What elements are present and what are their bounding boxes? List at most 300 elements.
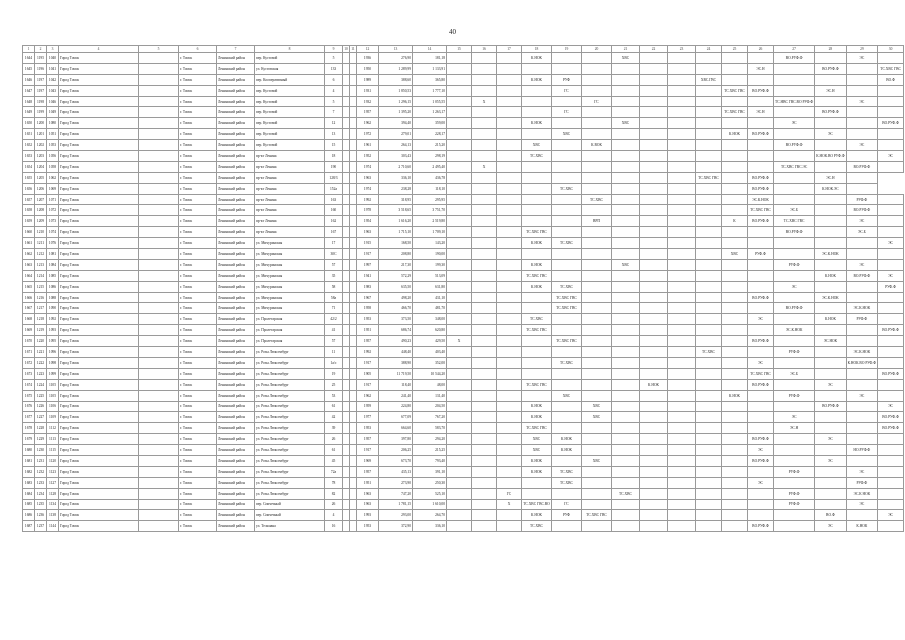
table-cell: 1651 — [23, 129, 35, 140]
table-cell — [815, 423, 846, 434]
table-cell — [582, 151, 612, 162]
table-cell — [696, 107, 722, 118]
table-cell — [748, 510, 774, 521]
column-header: 28 — [815, 46, 846, 53]
table-cell — [447, 390, 472, 401]
table-cell — [472, 259, 497, 270]
table-cell: г. Томск — [179, 314, 217, 325]
table-cell — [552, 423, 582, 434]
table-cell: 13 — [325, 129, 343, 140]
table-cell: 1917 — [357, 357, 379, 368]
table-cell — [343, 140, 350, 151]
table-cell — [846, 63, 877, 74]
table-cell — [878, 347, 904, 358]
table-cell — [612, 412, 640, 423]
table-cell: 1672 — [23, 357, 35, 368]
table-cell — [640, 445, 668, 456]
table-cell — [522, 249, 552, 260]
table-cell — [612, 107, 640, 118]
table-cell — [612, 281, 640, 292]
table-cell: 224,80 — [379, 401, 413, 412]
table-cell — [668, 118, 696, 129]
table-cell: г. Томск — [179, 53, 217, 64]
table-cell — [668, 357, 696, 368]
table-cell: ТС.ХВС ГВС — [582, 510, 612, 521]
table-cell — [582, 259, 612, 270]
table-cell: г. Томск — [179, 303, 217, 314]
table-cell — [748, 412, 774, 423]
table-cell: 1123 — [47, 466, 59, 477]
table-cell — [612, 455, 640, 466]
table-cell: 336,10 — [379, 172, 413, 183]
table-row — [23, 488, 904, 499]
table-cell: 17 — [325, 238, 343, 249]
table-cell: 793,40 — [413, 455, 447, 466]
table-cell — [878, 161, 904, 172]
table-cell: РУФ.Ф — [748, 249, 774, 260]
table-cell: ЭС — [748, 477, 774, 488]
table-cell: пр-кт Ленина — [255, 216, 325, 227]
table-cell — [472, 292, 497, 303]
table-cell: 1120 — [47, 455, 59, 466]
table-cell: 2 495,40 — [413, 161, 447, 172]
table-row — [23, 412, 904, 423]
table-cell — [497, 151, 522, 162]
table-cell: ВО.РУФ.Ф — [815, 401, 846, 412]
table-cell: Ленинский район — [217, 53, 255, 64]
table-cell — [846, 379, 877, 390]
table-cell: Ленинский район — [217, 205, 255, 216]
table-cell — [350, 303, 357, 314]
table-cell — [612, 129, 640, 140]
table-cell — [343, 216, 350, 227]
table-cell: 1649 — [23, 107, 35, 118]
table-cell: Ленинский район — [217, 325, 255, 336]
table-cell — [472, 445, 497, 456]
table-cell — [612, 161, 640, 172]
table-cell: ул. Мичуринская — [255, 238, 325, 249]
table-cell — [497, 129, 522, 140]
table-cell — [668, 292, 696, 303]
table-cell: 1232 — [35, 466, 47, 477]
table-cell: Город Томск — [59, 357, 139, 368]
table-cell — [522, 172, 552, 183]
table-cell: 673,70 — [379, 455, 413, 466]
table-cell: 1231 — [35, 455, 47, 466]
table-cell: ЭС.Н — [815, 85, 846, 96]
table-row — [23, 238, 904, 249]
table-row — [23, 379, 904, 390]
table-cell: 1974 — [357, 183, 379, 194]
table-cell: 1963 — [357, 488, 379, 499]
table-cell — [612, 314, 640, 325]
table-cell: 1092 — [47, 314, 59, 325]
table-cell: Город Томск — [59, 412, 139, 423]
table-cell: г. Томск — [179, 347, 217, 358]
table-cell — [350, 161, 357, 172]
table-cell — [139, 455, 179, 466]
column-header: 16 — [472, 46, 497, 53]
table-cell — [497, 412, 522, 423]
table-cell: Ленинский район — [217, 63, 255, 74]
table-cell — [472, 281, 497, 292]
table-cell: 118,40 — [379, 379, 413, 390]
table-cell — [350, 205, 357, 216]
table-cell: 1099 — [47, 368, 59, 379]
table-cell: 1074 — [47, 227, 59, 238]
table-cell — [139, 53, 179, 64]
table-cell: Город Томск — [59, 488, 139, 499]
table-cell: 1915 — [357, 238, 379, 249]
table-cell: ХВС — [582, 401, 612, 412]
table-cell: Город Томск — [59, 455, 139, 466]
table-cell — [668, 227, 696, 238]
table-cell — [774, 74, 815, 85]
table-cell — [748, 74, 774, 85]
table-row — [23, 303, 904, 314]
table-cell — [878, 129, 904, 140]
table-cell: ВО.РУФ.Ф — [878, 423, 904, 434]
table-cell: 1961 — [357, 140, 379, 151]
table-cell: 365,80 — [413, 74, 447, 85]
table-cell — [497, 336, 522, 347]
table-cell: 279,01 — [379, 129, 413, 140]
table-cell — [722, 521, 748, 532]
table-cell: ТС.ХВС ГВС — [748, 205, 774, 216]
table-cell: 391,10 — [413, 466, 447, 477]
table-cell: ТС.ХВС ГВС — [722, 85, 748, 96]
table-cell — [472, 510, 497, 521]
table-cell — [139, 390, 179, 401]
table-cell: Ленинский район — [217, 357, 255, 368]
table-cell: 1220 — [35, 336, 47, 347]
table-cell — [139, 281, 179, 292]
table-cell — [447, 510, 472, 521]
table-cell: ВО.РУФ.Ф — [774, 227, 815, 238]
table-cell: 1665 — [23, 281, 35, 292]
table-cell — [447, 259, 472, 270]
table-cell — [846, 510, 877, 521]
table-cell — [139, 303, 179, 314]
table-cell: Город Томск — [59, 423, 139, 434]
table-cell: Город Томск — [59, 249, 139, 260]
table-cell — [343, 412, 350, 423]
table-cell: пер. Спичечный — [255, 499, 325, 510]
table-cell: ВО.РУФ.Ф — [815, 63, 846, 74]
table-cell — [447, 488, 472, 499]
table-cell — [472, 194, 497, 205]
table-cell: 1669 — [23, 325, 35, 336]
table-cell — [696, 118, 722, 129]
table-row — [23, 96, 904, 107]
table-row — [23, 510, 904, 521]
table-cell — [878, 85, 904, 96]
table-cell — [640, 53, 668, 64]
table-cell: 1226 — [35, 401, 47, 412]
table-cell — [722, 140, 748, 151]
table-cell — [612, 74, 640, 85]
table-row — [23, 140, 904, 151]
table-cell — [343, 445, 350, 456]
table-cell: 620,80 — [413, 325, 447, 336]
table-cell: ТС.НВС ГВС.ВО РУФ.Ф — [774, 96, 815, 107]
table-cell: г. Томск — [179, 96, 217, 107]
table-cell — [722, 161, 748, 172]
table-cell: Город Томск — [59, 140, 139, 151]
table-cell — [350, 194, 357, 205]
table-cell: 1670 — [23, 336, 35, 347]
table-cell — [447, 107, 472, 118]
table-cell: К.НОК — [522, 281, 552, 292]
table-cell — [640, 107, 668, 118]
table-cell — [582, 161, 612, 172]
table-cell: 250,30 — [413, 477, 447, 488]
table-cell: Ленинский район — [217, 510, 255, 521]
table-cell: 181,18 — [413, 53, 447, 64]
table-row — [23, 53, 904, 64]
table-cell — [640, 238, 668, 249]
table-cell: Город Томск — [59, 477, 139, 488]
table-cell — [612, 510, 640, 521]
table-cell: ТС.ХВС — [522, 314, 552, 325]
table-cell — [668, 216, 696, 227]
column-header: 5 — [139, 46, 179, 53]
table-cell — [582, 379, 612, 390]
table-cell — [350, 107, 357, 118]
table-cell: К.НОК — [522, 510, 552, 521]
table-cell — [139, 107, 179, 118]
table-cell — [522, 63, 552, 74]
table-cell — [497, 216, 522, 227]
table-cell: РУФ.Ф — [878, 281, 904, 292]
table-cell: ЭС — [846, 499, 877, 510]
table-cell: ТС.ХВС — [552, 183, 582, 194]
table-cell: ХВС — [612, 118, 640, 129]
table-cell: ТС.ХВС ГВС — [522, 423, 552, 434]
table-cell: пер. Кустовой — [255, 140, 325, 151]
table-cell — [552, 455, 582, 466]
table-cell — [472, 270, 497, 281]
table-cell: Город Томск — [59, 259, 139, 270]
table-cell: ВО.Ф — [878, 74, 904, 85]
table-cell: РУФ — [552, 74, 582, 85]
table-cell — [447, 249, 472, 260]
table-cell — [522, 357, 552, 368]
table-cell — [139, 445, 179, 456]
table-cell: Ленинский район — [217, 445, 255, 456]
table-cell — [722, 336, 748, 347]
table-cell: 1917 — [357, 249, 379, 260]
column-header: 18 — [522, 46, 552, 53]
table-cell — [815, 445, 846, 456]
table-cell: 1235 — [35, 499, 47, 510]
table-cell — [552, 325, 582, 336]
table-cell — [722, 314, 748, 325]
column-header: 6 — [179, 46, 217, 53]
table-cell — [472, 118, 497, 129]
table-cell — [815, 194, 846, 205]
table-cell: пер. Спичечный — [255, 510, 325, 521]
table-cell — [815, 488, 846, 499]
table-cell — [350, 434, 357, 445]
table-cell — [612, 172, 640, 183]
table-cell — [447, 466, 472, 477]
table-cell — [343, 151, 350, 162]
table-cell: 1197 — [35, 85, 47, 96]
table-cell — [815, 499, 846, 510]
table-cell: 1218 — [35, 314, 47, 325]
table-cell: 71 — [325, 303, 343, 314]
table-cell — [668, 510, 696, 521]
table-cell: 1 055,55 — [413, 96, 447, 107]
table-cell — [774, 129, 815, 140]
table-cell — [696, 227, 722, 238]
table-cell: 1 616,20 — [379, 216, 413, 227]
table-cell: 1222 — [35, 357, 47, 368]
table-cell — [696, 303, 722, 314]
table-cell: пер. Кустовой — [255, 53, 325, 64]
table-cell — [472, 249, 497, 260]
table-cell — [343, 227, 350, 238]
table-cell: ЭС.К.НОК — [774, 325, 815, 336]
table-cell: Город Томск — [59, 390, 139, 401]
table-cell: ТС.ХВС — [522, 151, 552, 162]
table-cell — [815, 357, 846, 368]
table-cell: 767,20 — [413, 412, 447, 423]
table-cell: 664,60 — [379, 423, 413, 434]
table-cell — [522, 292, 552, 303]
table-cell — [139, 183, 179, 194]
table-cell — [447, 434, 472, 445]
table-cell: X — [472, 161, 497, 172]
table-cell: 1963 — [357, 172, 379, 183]
table-cell — [640, 314, 668, 325]
table-cell: Город Томск — [59, 161, 139, 172]
table-cell: 1932 — [357, 96, 379, 107]
table-cell: 1936 — [357, 53, 379, 64]
table-cell — [343, 423, 350, 434]
table-cell: пр-кт Ленина — [255, 183, 325, 194]
table-cell: 1049 — [47, 107, 59, 118]
table-cell: 1974 — [357, 161, 379, 172]
table-cell: 35 — [325, 270, 343, 281]
table-cell — [522, 96, 552, 107]
table-cell — [139, 434, 179, 445]
table-cell — [552, 96, 582, 107]
table-cell: 1992 — [357, 347, 379, 358]
table-cell: Ленинский район — [217, 390, 255, 401]
table-cell — [497, 401, 522, 412]
table-cell: 1208 — [35, 205, 47, 216]
table-cell: ЭС — [846, 53, 877, 64]
table-cell — [343, 281, 350, 292]
table-cell — [696, 292, 722, 303]
table-cell — [696, 270, 722, 281]
table-cell — [846, 238, 877, 249]
table-cell: Ленинский район — [217, 96, 255, 107]
table-cell — [139, 466, 179, 477]
table-cell: Город Томск — [59, 510, 139, 521]
table-cell: 1084 — [47, 259, 59, 270]
table-cell — [748, 390, 774, 401]
table-cell — [815, 466, 846, 477]
table-cell — [343, 96, 350, 107]
table-cell: ТС.ХВС ГВС — [722, 107, 748, 118]
table-cell: ВО.РУФ.Ф — [748, 292, 774, 303]
table-cell — [139, 151, 179, 162]
table-cell — [722, 488, 748, 499]
table-cell: 295,95 — [413, 194, 447, 205]
table-cell — [748, 118, 774, 129]
table-cell: 294,20 — [413, 434, 447, 445]
table-cell: 1972 — [357, 129, 379, 140]
table-cell — [582, 314, 612, 325]
table-cell: Ленинский район — [217, 227, 255, 238]
table-cell — [582, 325, 612, 336]
table-cell — [447, 194, 472, 205]
table-cell — [497, 118, 522, 129]
table-cell: К.НОК — [522, 401, 552, 412]
table-cell — [139, 379, 179, 390]
table-cell: ВО.РУФ.Ф — [878, 325, 904, 336]
table-cell — [846, 336, 877, 347]
table-cell — [552, 161, 582, 172]
table-cell — [447, 325, 472, 336]
table-cell — [139, 96, 179, 107]
table-cell — [522, 368, 552, 379]
table-cell — [612, 423, 640, 434]
table-cell — [640, 488, 668, 499]
table-cell: г. Томск — [179, 401, 217, 412]
table-cell: ХВС — [612, 53, 640, 64]
table-cell: 1951 — [357, 477, 379, 488]
table-cell: 228,17 — [413, 129, 447, 140]
table-cell: 241,40 — [379, 390, 413, 401]
table-cell: г. Томск — [179, 521, 217, 532]
table-cell — [668, 445, 696, 456]
table-cell — [612, 151, 640, 162]
table-cell: 61 — [325, 401, 343, 412]
table-cell: г. Томск — [179, 74, 217, 85]
table-cell — [878, 140, 904, 151]
table-cell: 1 781,15 — [379, 499, 413, 510]
table-cell — [722, 412, 748, 423]
table-cell: ул. Кустовская — [255, 63, 325, 74]
table-cell — [497, 259, 522, 270]
table-cell — [139, 238, 179, 249]
table-cell: 1062 — [47, 172, 59, 183]
table-cell — [497, 423, 522, 434]
table-cell: РУФ.Ф — [774, 466, 815, 477]
table-cell — [343, 194, 350, 205]
table-cell: ЭС — [846, 259, 877, 270]
register-sheet — [22, 45, 904, 532]
table-cell — [696, 379, 722, 390]
table-cell — [696, 477, 722, 488]
table-cell — [668, 129, 696, 140]
table-cell — [846, 325, 877, 336]
table-cell: ул. Мичуринская — [255, 292, 325, 303]
table-cell — [447, 412, 472, 423]
table-cell: 1950 — [357, 63, 379, 74]
table-cell — [472, 466, 497, 477]
table-cell: ХВС — [582, 412, 612, 423]
table-row — [23, 194, 904, 205]
table-cell — [815, 227, 846, 238]
table-cell — [447, 118, 472, 129]
table-cell — [668, 390, 696, 401]
table-cell — [497, 347, 522, 358]
